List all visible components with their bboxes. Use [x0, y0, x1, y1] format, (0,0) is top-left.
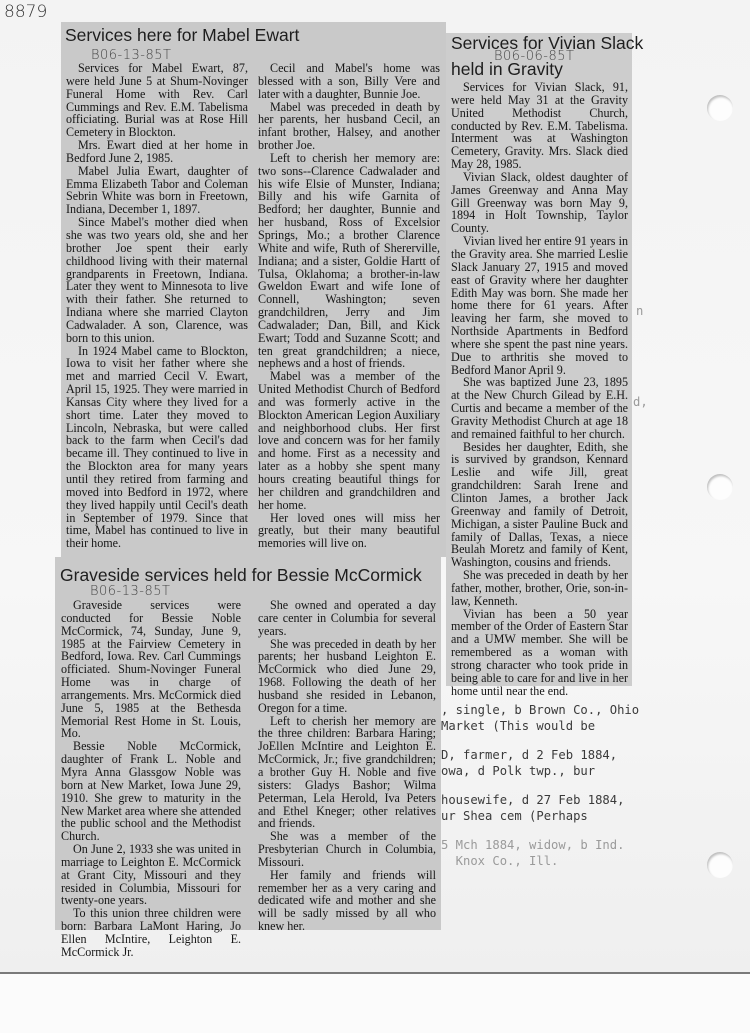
- paragraph: In 1924 Mabel came to Blockton, Iowa to visit her father where she met and married Cecil V. Ewart, April 15, 1925. They were married in Kansas City where they lived for a short time. Later they moved to Lincoln, Nebraska, but were called back to the farm when Cecil's dad became ill. They continued to live in the Blockton area for many years until they retired from farming and moved into Bedford in 1972, where they lived happily until Cecil's death in September of 1979. Since that time, Mabel has continued to live in their home.: [66, 343, 248, 551]
- article-column: [61, 599, 241, 959]
- paragraph: Mrs. Ewart died at her home in Bedford June 2, 1985.: [66, 138, 248, 165]
- typed-line: Knox Co., Ill.: [441, 854, 559, 868]
- paragraph: Cecil and Mabel's home was blessed with a son, Billy Vere and later with a daughter, Bunnie Joe.: [258, 61, 440, 101]
- typed-line: Market (This would be: [441, 719, 596, 733]
- scanner-background: [0, 974, 750, 1033]
- article-column: [258, 62, 440, 550]
- paragraph: She was a member of the Presbyterian Church in Columbia, Missouri.: [258, 829, 436, 869]
- paragraph: Bessie Noble McCormick, daughter of Frank L. Noble and Myra Anna Glassgow Noble was born at New Market, Iowa June 29, 1910. She grew to maturity in the New Market area where she attended the public school and the Methodist Church.: [61, 739, 241, 844]
- clipping-ewart: [61, 22, 446, 557]
- paragraph: She was preceded in death by her father, mother, brother, Orie, son-in-law, Kenneth.: [451, 568, 628, 608]
- typed-line: D, farmer, d 2 Feb 1884,: [441, 748, 618, 762]
- article-column: [66, 62, 248, 550]
- typed-line: owa, d Polk twp., bur: [441, 764, 596, 778]
- paragraph: Left to cherish her memory are the three children: Barbara Haring; JoEllen McIntire and Leighton E. McCormick, Jr.; five grandchildren; a brother Guy H. Noble and five sisters: Gladys Bashor; Wilma Peterman, Lela Herold, Iva Peters and Ethel Kneger; other relatives and friends.: [258, 713, 436, 831]
- handwritten-code: B06-13-85T: [90, 584, 171, 599]
- paragraph: On June 2, 1933 she was united in marriage to Leighton E. McCormick at Grant City, Missouri and they resided in Columbia, Missouri for twenty-one years.: [61, 842, 241, 908]
- paragraph: Besides her daughter, Edith, she is survived by grandson, Kennard Leslie and wife Jill, great grandchildren: Sarah Irene and Clinton James, a brother Jack Greenway and family of Detroit, Michigan, a sister Pauline Buck and family of Dallas, Texas, a niece Beulah Moretz and family of Kent, Washington, cousins and friends.: [451, 439, 628, 570]
- typed-line: , single, b Brown Co., Ohio: [441, 703, 640, 717]
- article-column: [258, 599, 436, 933]
- paragraph: Services for Mabel Ewart, 87, were held June 5 at Shum-Novinger Funeral Home with Rev. Carl Cummings and Rev. E.M. Tabelisma officiating. Burial was at Rose Hill Cemetery in Blockton.: [66, 61, 248, 140]
- paragraph: Services for Vivian Slack, 91, were held May 31 at the Gravity United Methodist Church, conducted by Rev. E.M. Tabelisma. Interment was at Washington Cemetery, Gravity. Mrs. Slack died May 28, 1985.: [451, 80, 628, 172]
- paragraph: She owned and operated a day care center in Columbia for several years.: [258, 598, 436, 638]
- paragraph: Left to cherish her memory are: two sons--Clarence Cadwalader and his wife Elsie of Munster, Indiana; Billy and his wife Garnita of Bedford; her daughter, Bunnie and her husband, Ross of Excelsior Springs, Mo.; a brother Clarence White and wife, Ruth of Shererville, Indiana; and a sister, Goldie Hartt of Tulsa, Oklahoma; a brother-in-law Gweldon Ewart and wife Ione of Connell, Washington; seven grandchildren, Jerry and Jim Cadwalader; Dan, Bill, and Kick Ewart; Todd and Suzanne Scott; and ten great grandchildren; a niece, nephews and a host of friends.: [258, 150, 440, 371]
- headline-line-1: Services for Vivian Slack: [451, 33, 644, 53]
- clipping-mccormick: [55, 557, 441, 959]
- typed-fragment: n: [636, 304, 644, 318]
- paragraph: Her family and friends will remember her as a very caring and dedicated wife and mother and she will be sadly missed by all who knew her.: [258, 867, 436, 934]
- headline: Services here for Mabel Ewart: [65, 25, 300, 45]
- paragraph: Graveside services were conducted for Bessie Noble McCormick, 74, Sunday, June 9, 1985 at the Fairview Cemetery in Bedford, Iowa. Rev. Carl Cummings officiated. Shum-Novinger Funeral Home was in charge of arrangements. Mrs. McCormick died June 5, 1985 at the Bethesda Memorial Rest Home in St. Louis, Mo.: [61, 598, 241, 741]
- paragraph: Mabel was a member of the United Methodist Church of Bedford and was formerly active in the Blockton American Legion Auxiliary and neighborhood clubs. Her first love and concern was for her family and home. First as a necessity and later as a hobby she spent many hours creating beautiful things for her children and grandchildren and her home.: [258, 369, 440, 512]
- headline-line-2: held in Gravity: [451, 59, 563, 79]
- headline: Graveside services held for Bessie McCormick: [60, 565, 422, 585]
- paragraph: Vivian Slack, oldest daughter of James Greenway and Anna May Gill Greenway was born May 9, 1894 in Holt Township, Taylor County.: [451, 169, 628, 236]
- binder-hole: [707, 95, 733, 121]
- paragraph: Vivian lived her entire 91 years in the Gravity area. She married Leslie Slack January 27, 1915 and moved east of Gravity where her daughter Edith May was born. She made her home there for 61 years. After leaving her farm, she moved to Northside Apartments in Bedford where she spent the past nine years. Due to arthritis she moved to Bedford Manor April 9.: [451, 234, 628, 377]
- paragraph: To this union three children were born: Barbara LaMont Haring, Jo Ellen McIntire, Leighton E. McCormick Jr.: [61, 906, 241, 959]
- paragraph: She was baptized June 23, 1895 at the New Church Gilead by E.H. Curtis and became a member of the Gravity Methodist Church at age 18 and remained faithful to her church.: [451, 375, 628, 441]
- article-column: [451, 81, 628, 698]
- typed-fragment: d,: [633, 395, 648, 409]
- paragraph: Her loved ones will miss her greatly, but their many beautiful memories will live on.: [258, 510, 440, 551]
- paragraph: Vivian has been a 50 year member of the Order of Eastern Star and a UMW member. She will be remembered as a woman with strong character who took pride in being able to care for and live in her home until near the end.: [451, 606, 628, 698]
- paragraph: She was preceded in death by her parents; her husband Leighton E. McCormick who died June 29, 1968. Following the death of her husband she resided in Lebanon, Oregon for a time.: [258, 636, 436, 715]
- typed-line: 5 Mch 1884, widow, b Ind.: [441, 838, 625, 852]
- clipping-slack: [446, 33, 644, 698]
- binder-hole: [707, 474, 733, 500]
- paragraph: Mabel was preceded in death by her parents, her husband Cecil, an infant brother, Halsey, and another brother Joe.: [258, 99, 440, 153]
- typed-line: housewife, d 27 Feb 1884,: [441, 793, 625, 807]
- paragraph: Since Mabel's mother died when she was two years old, she and her brother Joe spent their early childhood living with their maternal grandparents in Freetown, Indiana. Later they went to Minnesota to live with their father. She returned to Indiana where she married Clayton Cadwalader. A son, Clarence, was born to this union.: [66, 215, 248, 345]
- binder-hole: [707, 852, 733, 878]
- paragraph: Mabel Julia Ewart, daughter of Emma Elizabeth Tabor and Coleman Sebrin White was born in Freetown, Indiana, December 1, 1897.: [66, 163, 248, 217]
- handwritten-code: B06-13-85T: [91, 48, 172, 63]
- typed-line: ur Shea cem (Perhaps: [441, 809, 588, 823]
- handwritten-code: B06-06-85T: [494, 49, 575, 64]
- handwritten-page-number: 8879: [4, 2, 48, 22]
